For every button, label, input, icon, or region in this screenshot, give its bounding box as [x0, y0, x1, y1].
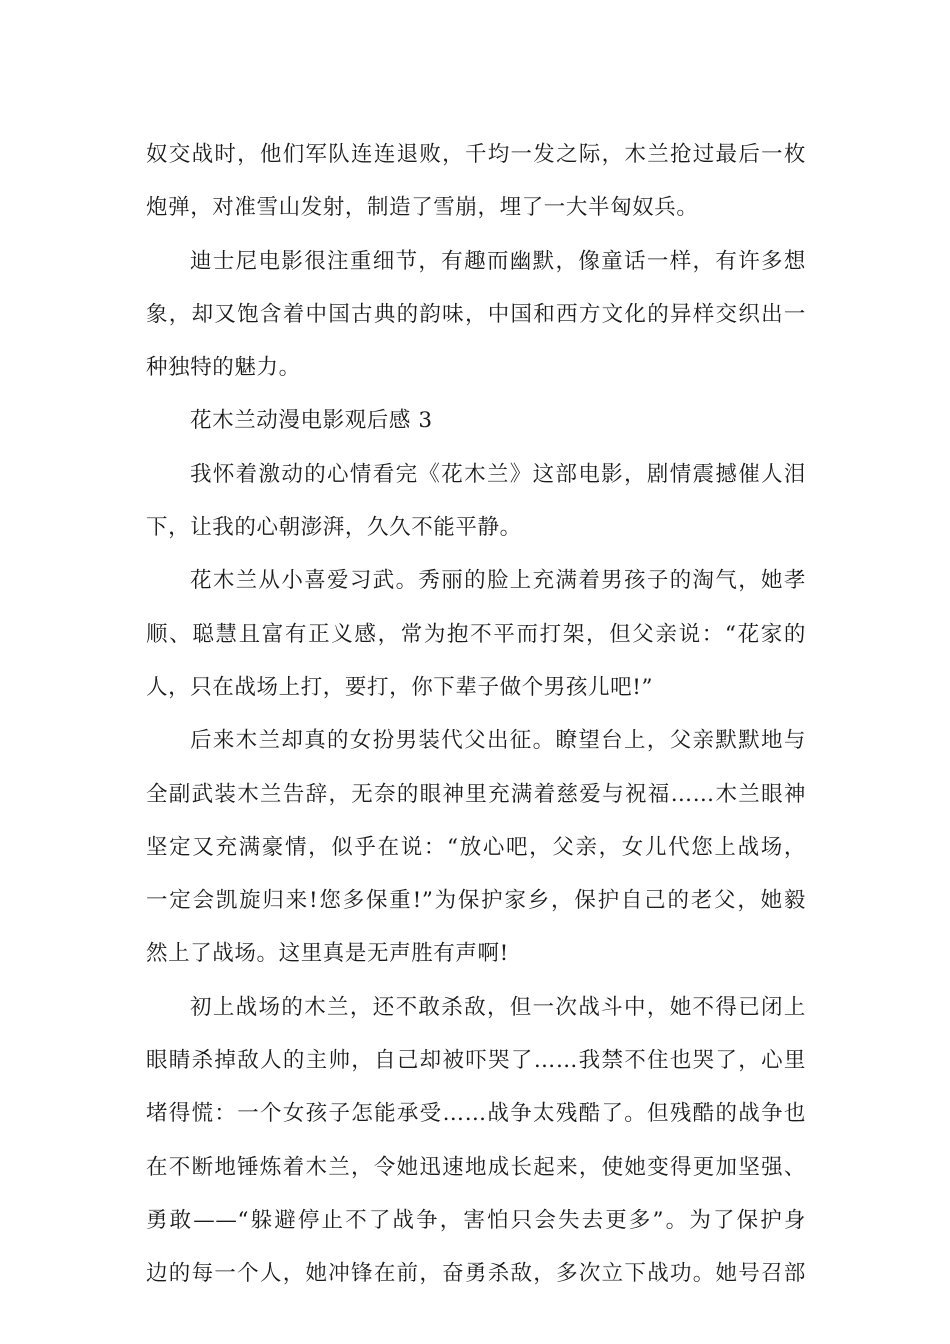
text-line: 坚定又充满豪情，似乎在说：“放心吧，父亲，女儿代您上战场，: [146, 834, 806, 860]
text-line: 全副武装木兰告辞，无奈的眼神里充满着慈爱与祝福……木兰眼神: [146, 781, 806, 807]
document-page: [146, 128, 806, 1301]
text-line: 顺、聪慧且富有正义感，常为抱不平而打架，但父亲说：“花家的: [146, 621, 806, 647]
text-line: 我怀着激动的心情看完《花木兰》这部电影，剧情震撼催人泪: [190, 461, 806, 487]
text-line: 堵得慌：一个女孩子怎能承受……战争太残酷了。但残酷的战争也: [146, 1101, 806, 1127]
text-line: 在不断地锤炼着木兰，令她迅速地成长起来，使她变得更加坚强、: [146, 1154, 806, 1180]
text-line: 花木兰从小喜爱习武。秀丽的脸上充满着男孩子的淘气，她孝: [190, 568, 806, 594]
text-line: 然上了战场。这里真是无声胜有声啊!: [146, 941, 509, 967]
text-line: 眼睛杀掉敌人的主帅，自己却被吓哭了……我禁不住也哭了，心里: [146, 1048, 806, 1074]
text-line: 初上战场的木兰，还不敢杀敌，但一次战斗中，她不得已闭上: [190, 994, 806, 1020]
text-line: 后来木兰却真的女扮男装代父出征。瞭望台上，父亲默默地与: [190, 728, 806, 754]
text-line: 人，只在战场上打，要打，你下辈子做个男孩儿吧!”: [146, 674, 654, 700]
text-line: 迪士尼电影很注重细节，有趣而幽默，像童话一样，有许多想: [190, 248, 806, 274]
text-line: 一定会凯旋归来!您多保重!”为保护家乡，保护自己的老父，她毅: [146, 888, 806, 914]
text-line: 炮弹，对准雪山发射，制造了雪崩，埋了一大半匈奴兵。: [146, 195, 699, 221]
text-line: 勇敢——“躲避停止不了战争，害怕只会失去更多”。为了保护身: [146, 1207, 806, 1233]
text-line: 奴交战时，他们军队连连退败，千均一发之际，木兰抢过最后一枚: [146, 142, 806, 167]
text-line: 下，让我的心朝澎湃，久久不能平静。: [146, 515, 522, 541]
text-line: 种独特的魅力。: [146, 355, 301, 381]
text-line: 边的每一个人，她冲锋在前，奋勇杀敌，多次立下战功。她号召部: [146, 1261, 806, 1287]
text-line: 象，却又饱含着中国古典的韵味，中国和西方文化的异样交织出一: [146, 301, 806, 327]
section-heading: 花木兰动漫电影观后感 3: [190, 408, 433, 434]
